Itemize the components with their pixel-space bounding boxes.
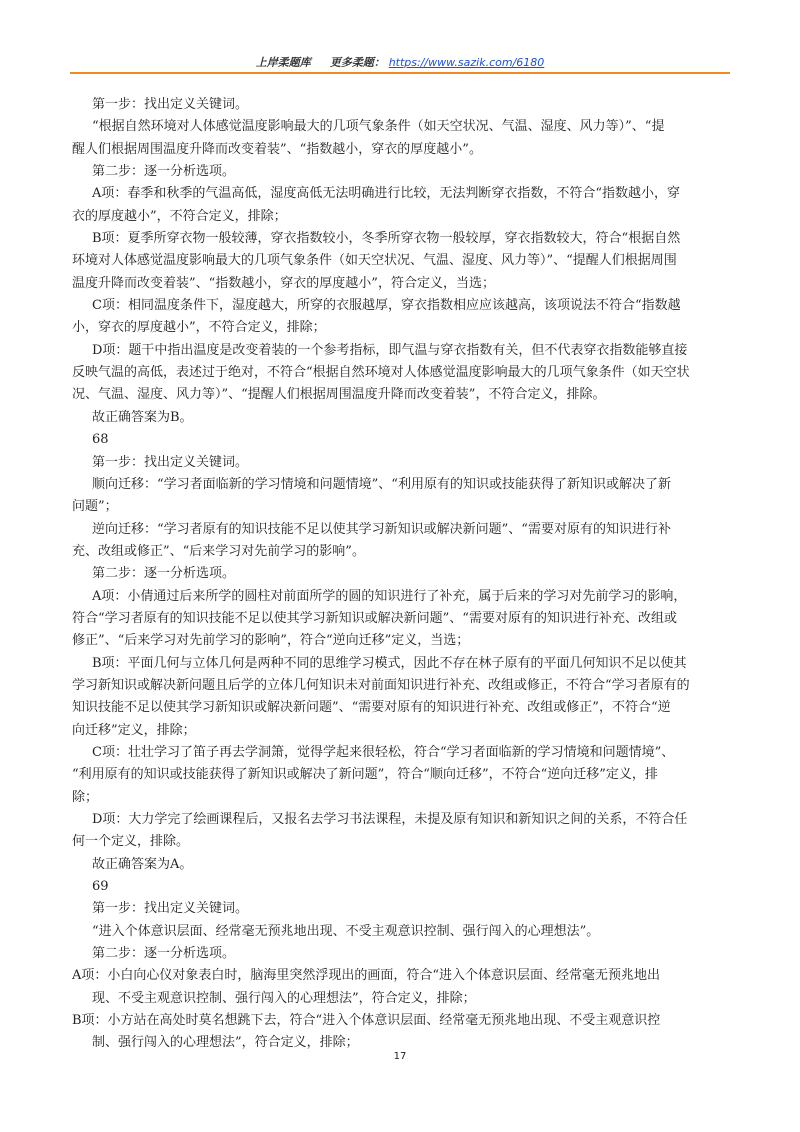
text-line: A项：小倩通过后来所学的圆柱对前面所学的圆的知识进行了补充，属于后来的学习对先前学习的影响，: [92, 588, 687, 604]
text-line: A项：小白向心仪对象表白时，脑海里突然浮现出的画面，符合“进入个体意识层面、经常毫无预兆地出: [72, 968, 661, 984]
text-line: “利用原有的知识或技能获得了新知识或解决了新问题”，符合“顺向迁移”，不符合“逆向迁移”定义，排: [72, 767, 658, 783]
text-line: B项：小方站在高处时莫名想跳下去，符合“进入个体意识层面、经常毫无预兆地出现、不受主观意识控: [72, 1013, 661, 1029]
text-line: 衣的厚度越小”，不符合定义，排除；: [72, 208, 287, 224]
header-url-link[interactable]: https://www.sazik.com/6180: [388, 56, 545, 69]
text-line: 第二步：逐一分析选项。: [92, 946, 236, 962]
text-line: 醒人们根据周围温度升降而改变着装”、“指数越小，穿衣的厚度越小”。: [72, 141, 482, 157]
text-line: 况、气温、湿度、风力等）”、“提醒人们根据周围温度升降而改变着装”，不符合定义，排除。: [72, 387, 606, 403]
text-line: 第一步：找出定义关键词。: [92, 454, 249, 470]
text-line: 知识技能不足以使其学习新知识或解决新问题”、“需要对原有的知识进行补充、改组或修正”，不符合“逆: [72, 700, 671, 716]
text-line: 充、改组或修正”、“后来学习对先前学习的影响”。: [72, 543, 365, 559]
text-line: 第一步：找出定义关键词。: [92, 901, 249, 917]
text-line: 何一个定义，排除。: [72, 834, 190, 850]
text-line: B项：平面几何与立体几何是两种不同的思维学习模式，因此不存在林子原有的平面几何知识不足以使其: [92, 655, 687, 671]
document-body: [72, 94, 732, 1055]
text-line: 69: [92, 879, 109, 895]
header-label: 更多柔题：: [329, 56, 385, 69]
text-line: “根据自然环境对人体感觉温度影响最大的几项气象条件（如天空状况、气温、湿度、风力等）”、“提: [92, 119, 665, 135]
text-line: “进入个体意识层面、经常毫无预兆地出现、不受主观意识控制、强行闯入的心理想法”。: [92, 923, 600, 939]
text-line: A项：春季和秋季的气温高低，湿度高低无法明确进行比较，无法判断穿衣指数，不符合“指数越小，穿: [92, 186, 681, 202]
text-line: D项：大力学完了绘画课程后，又报名去学习书法课程，未提及原有知识和新知识之间的关系，不符合任: [92, 812, 688, 827]
text-line: 问题”；: [72, 499, 118, 515]
text-line: 符合“学习者原有的知识技能不足以使其学习新知识或解决新问题”、“需要对原有的知识进行补充、改组或: [72, 610, 677, 626]
text-line: 68: [92, 432, 109, 448]
text-line: B项：夏季所穿衣物一般较薄，穿衣指数较小，冬季所穿衣物一般较厚，穿衣指数较大，符合“根据自然: [92, 231, 681, 247]
header-divider: [70, 72, 730, 74]
text-line: 第二步：逐一分析选项。: [92, 566, 236, 582]
text-line: 小，穿衣的厚度越小”，不符合定义，排除；: [72, 320, 326, 336]
header-site-name: 上岸柔题库: [255, 56, 311, 69]
text-line: C项：相同温度条件下，湿度越大，所穿的衣服越厚，穿衣指数相应应该越高，该项说法不符合“指数越: [92, 298, 681, 314]
text-line: 顺向迁移：“学习者面临新的学习情境和问题情境”、“利用原有的知识或技能获得了新知识或解决了新: [92, 476, 671, 492]
text-line: 修正”、“后来学习对先前学习的影响”，符合“逆向迁移”定义，当选；: [72, 633, 470, 649]
page-header: [0, 54, 800, 70]
text-line: 故正确答案为A。: [92, 856, 193, 872]
text-line: 除；: [72, 789, 99, 805]
text-line: D项：题干中指出温度是改变着装的一个参考指标，即气温与穿衣指数有关，但不代表穿衣指数能够直接: [92, 342, 688, 358]
text-line: 反映气温的高低，表述过于绝对，不符合“根据自然环境对人体感觉温度影响最大的几项气象条件（如天空状: [72, 365, 690, 381]
text-line: 逆向迁移：“学习者原有的知识技能不足以使其学习新知识或解决新问题”、“需要对原有的知识进行补: [92, 521, 671, 537]
page-number: 17: [393, 1051, 407, 1062]
text-line: 环境对人体感觉温度影响最大的几项气象条件（如天空状况、气温、湿度、风力等）”、“提醒人们根据周围: [72, 253, 677, 269]
text-line: C项：壮壮学习了笛子再去学洞箫，觉得学起来很轻松，符合“学习者面临新的学习情境和问题情境”、: [92, 744, 675, 760]
text-line: 向迁移”定义，排除；: [72, 722, 196, 738]
text-line: 温度升降而改变着装”、“指数越小，穿衣的厚度越小”，符合定义，当选；: [72, 275, 495, 291]
text-line: 故正确答案为B。: [92, 409, 193, 425]
text-line: 第一步：找出定义关键词。: [92, 97, 249, 112]
text-line: 制、强行闯入的心理想法”，符合定义，排除；: [92, 1035, 359, 1051]
text-line: 第二步：逐一分析选项。: [92, 164, 236, 180]
text-line: 学习新知识或解决新问题且后学的立体几何知识未对前面知识进行补充、改组或修正，不符合“学习者原有的: [72, 677, 690, 693]
text-line: 现、不受主观意识控制、强行闯入的心理想法”，符合定义，排除；: [92, 990, 476, 1006]
